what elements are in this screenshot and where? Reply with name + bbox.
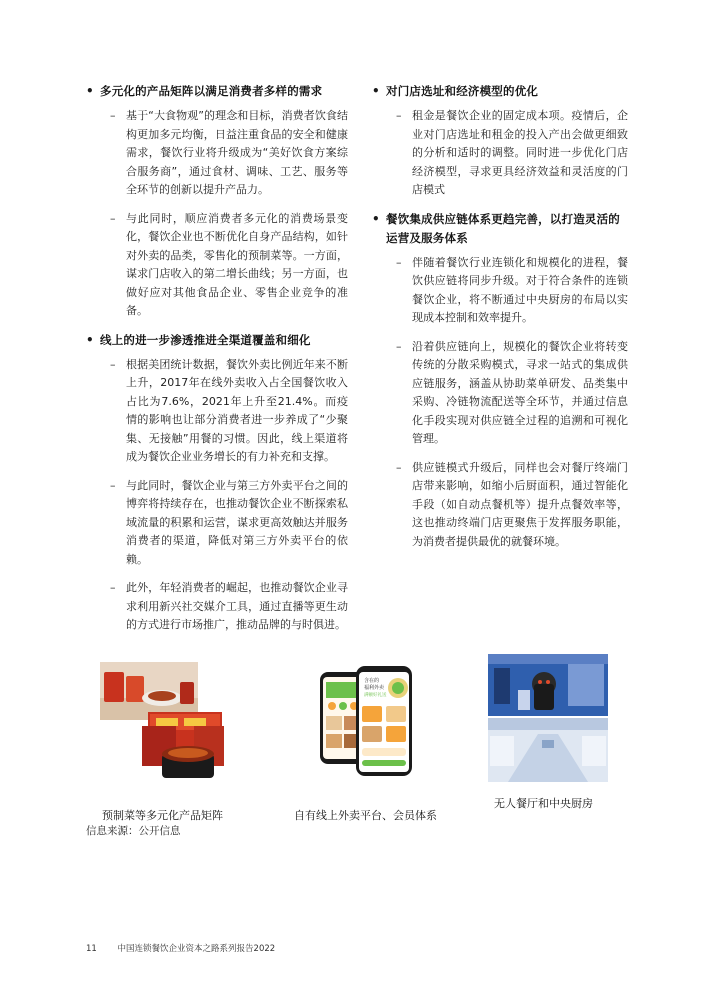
list-item	[386, 459, 628, 552]
dash-icon: –	[110, 211, 116, 225]
figure-robot-kitchen	[488, 654, 614, 810]
page-number: 11	[86, 944, 97, 954]
robot-kitchen-image	[488, 654, 608, 782]
paragraph: 基于“大食物观”的理念和目标，消费者饮食结构更加多元均衡，日益注重食品的安全和健康需求，餐饮行业将升级成为“美好饮食方案综合服务商”，通过食材、调味、工艺、服务等全环节的创新以提升产品力。	[126, 109, 348, 196]
page-footer	[86, 942, 275, 954]
figure-app	[294, 662, 440, 822]
list-item	[100, 356, 348, 467]
dash-icon: –	[396, 255, 402, 269]
left-column	[86, 82, 348, 645]
dash-icon: –	[396, 109, 402, 122]
paragraph: 供应链模式升级后，同样也会对餐厅终端门店带来影响，如缩小后厨面积，通过智能化手段（如自动点餐机等）提升点餐效率等，这也推动终端门店更聚焦于发挥服务职能，为消费者提供最优的就餐环境。	[412, 460, 628, 548]
paragraph: 与此同时，顺应消费者多元化的消费场景变化，餐饮企业也不断优化自身产品结构，如针对外卖的品类，零售化的预制菜等。一方面，谋求门店收入的第二增长曲线；另一方面，也做好应对其他食品企业、零售企业竞争的准备。	[126, 211, 348, 317]
figure-caption: 预制菜等多元化产品矩阵	[102, 809, 223, 822]
list-item	[386, 107, 628, 200]
list-item	[100, 210, 348, 321]
list-item	[386, 338, 628, 449]
section-title: 餐饮集成供应链体系更趋完善，以打造灵活的运营及服务体系	[386, 211, 620, 245]
paragraph: 与此同时，餐饮企业与第三方外卖平台之间的博弈将持续存在，也推动餐饮企业不断探索私域流量的积累和运营，谋求更高效触达并服务消费者的渠道，降低对第三方外卖平台的依赖。	[126, 478, 348, 566]
paragraph: 此外，年轻消费者的崛起，也推动餐饮企业寻求利用新兴社交媒介工具，通过直播等更生动的方式进行市场推广，推动品牌的与时俱进。	[126, 581, 348, 631]
figure-prepared-food	[98, 662, 238, 822]
list-item	[386, 254, 628, 328]
phone-text: 满额好礼送	[364, 693, 387, 698]
prepared-food-image	[98, 662, 238, 792]
dash-icon: –	[110, 109, 116, 122]
paragraph: 沿着供应链向上，规模化的餐饮企业将转变传统的分散采购模式，寻求一站式的集成供应链服务，涵盖从协助菜单研发、品类集中采购、冷链物流配送等全环节，并通过信息化手段实现对供应链全过程的追溯和可视化管理。	[412, 339, 628, 445]
source-note: 信息来源：公开信息	[86, 825, 181, 837]
list-item	[100, 477, 348, 570]
figure-row	[0, 650, 710, 820]
phone-text: 福利外卖	[364, 685, 385, 691]
section-supply-chain	[372, 210, 628, 552]
list-item	[100, 579, 348, 635]
section-title: 线上的进一步渗透推进全渠道覆盖和细化	[100, 332, 311, 347]
bullet-icon: •	[372, 211, 380, 226]
section-online-channels	[86, 331, 348, 635]
dash-icon: –	[396, 339, 402, 353]
bullet-icon: •	[86, 84, 94, 98]
dash-icon: –	[110, 581, 116, 594]
section-title: 对门店选址和经济模型的优化	[386, 84, 539, 98]
bullet-icon: •	[372, 84, 380, 98]
dash-icon: –	[110, 357, 116, 371]
dash-icon: –	[396, 460, 402, 474]
list-item	[100, 107, 348, 200]
dash-icon: –	[110, 478, 116, 492]
right-column	[372, 82, 628, 561]
paragraph: 根据美团统计数据，餐饮外卖比例近年来不断上升，2017年在线外卖收入占全国餐饮收入占比为7.6%，2021年上升至21.4%。而疫情的影响也让部分消费者进一步养成了“少聚集、无接触”用餐的习惯。因此，线上渠道将成为餐饮企业业务增长的有力补充和支撑。	[126, 357, 348, 463]
paragraph: 伴随着餐饮行业连锁化和规模化的进程，餐饮供应链将同步升级。对于符合条件的连锁餐饮企业，将不断通过中央厨房的布局以实现成本控制和效率提升。	[412, 255, 628, 324]
paragraph: 租金是餐饮企业的固定成本项。疫情后，企业对门店选址和租金的投入产出会做更细致的分析和适时的调整。同时进一步优化门店经济模型，寻求更具经济效益和灵活度的门店模式	[412, 109, 628, 196]
section-product-matrix	[86, 82, 348, 321]
figure-caption: 自有线上外卖平台、会员体系	[294, 809, 437, 822]
phone-app-image	[300, 662, 440, 792]
figure-caption: 无人餐厅和中央厨房	[494, 797, 593, 810]
phone-text: 含在的	[364, 678, 380, 684]
section-title: 多元化的产品矩阵以满足消费者多样的需求	[100, 84, 323, 98]
bullet-icon: •	[86, 332, 94, 347]
report-title: 中国连锁餐饮企业资本之路系列报告2022	[117, 944, 276, 954]
section-store-optimization	[372, 82, 628, 200]
